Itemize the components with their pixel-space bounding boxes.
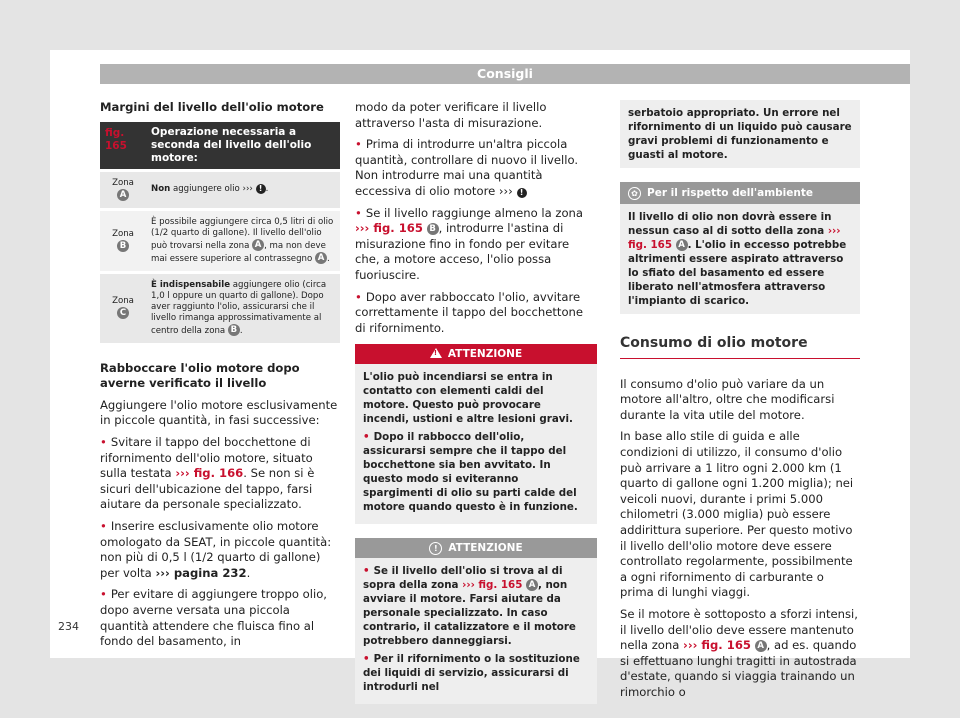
environment-box [620,182,860,314]
paragraph: Se il motore è sottoposto a sforzi intensi, il livello dell'olio deve essere mantenuto nella zona ››› fig. 165 A , ad es. quando si effettuano lunghi tragitti in autostrada d'estate, quando si viaggia trainando un rimorchio o [620,606,858,699]
fig-link[interactable]: ››› fig. 165 [628,225,841,251]
label-b-icon: B [228,324,240,336]
list-item: • Se il livello raggiunge almeno la zona ››› fig. 165 B , introdurre l'astina di misurazione fino in fondo per evitare che, a motore acceso, l'olio possa fuoriuscire. [355,206,597,284]
label-a-icon: A [252,239,264,251]
fig-link[interactable]: ››› fig. 165 [462,579,523,592]
info-icon: ! [256,184,266,194]
warning-continuation [620,100,860,168]
warning-icon [430,348,442,358]
label-b-icon: B [427,223,439,235]
info-circle-icon: ! [429,542,442,555]
zone-cell: Zona A [100,170,146,209]
table-fig-ref[interactable]: fig. 165 [100,122,146,171]
label-c-icon: C [117,307,129,319]
zone-cell: Zona C [100,272,146,343]
column-2 [355,100,597,718]
page-header: Consigli [100,64,910,84]
fig-link[interactable]: ››› fig. 165 [355,221,423,236]
label-a-icon: A [315,252,327,264]
intro-text: Aggiungere l'olio motore esclusivamente in piccole quantità, in fasi successive: [100,397,338,428]
table-row [100,209,340,272]
oil-level-table [100,122,340,343]
zone-cell: Zona B [100,209,146,272]
zone-description: È possibile aggiungere circa 0,5 litri di olio (1/2 quarto di gallone). Il livello dell'olio può trovarsi nella zona A , ma non deve mai essere superiore al contrassegno A . [146,209,340,272]
page-number: 234 [58,620,79,633]
warning-item: • Dopo il rabbocco dell'olio, assicurarsi sempre che il tappo del bocchettone sia ben avvitato. In questo modo si eviteranno spargimenti di olio su parti calde del motore quando questo è in funzione. [363,430,589,514]
fig-link[interactable]: ››› fig. 166 [175,466,244,481]
section-heading: Consumo di olio motore [620,336,860,359]
environment-header: ✿ Per il rispetto dell'ambiente [620,182,860,204]
warning-box [355,538,597,704]
column-1 [100,100,340,656]
table-row [100,170,340,209]
label-a-icon: A [676,239,688,251]
section-title: Rabboccare l'olio motore dopo averne verificato il livello [100,360,300,391]
paragraph: modo da poter verificare il livello attraverso l'asta di misurazione. [355,100,547,130]
environment-body: Il livello di olio non dovrà essere in nessun caso al di sotto della zona ››› fig. 165 A . L'olio in eccesso potrebbe altrimenti essere aspirato attraverso lo sfiato del basamento ed essere liberato nell'atmosfera attraverso l'impianto di scarico. [628,211,847,307]
info-icon: ! [517,188,527,198]
fig-link[interactable]: ››› fig. 165 [683,638,751,653]
list-item: • Svitare il tappo del bocchettone di rifornimento dell'olio motore, situato sulla testata ››› fig. 166. Se non si è sicuri dell'ubicazione del tappo, farsi aiutare da personale specializzato. [100,435,340,513]
zone-description: Non aggiungere olio ››› ! . [146,170,340,209]
warning-header: !ATTENZIONE [355,344,597,364]
warning-body [355,558,597,704]
label-a-icon: A [755,640,767,652]
paragraph: Il consumo d'olio può variare da un motore all'altro, oltre che modificarsi durante la vita utile del motore. [620,376,835,422]
zone-description: È indispensabile aggiungere olio (circa 1,0 l oppure un quarto di gallone). Dopo aver raggiunto l'olio, assicurarsi che il livello rimanga approssimativamente al centro della zona B . [146,272,340,343]
table-header-row [100,122,340,171]
table-row [100,272,340,343]
warning-text: L'olio può incendiarsi se entra in contatto con elementi caldi del motore. Questo può provocare incendi, ustioni e altre lesioni gravi. [363,371,573,426]
table-heading: Operazione necessaria a seconda del livello dell'olio motore: [146,122,340,171]
table-title: Margini del livello dell'olio motore [100,100,324,114]
flower-icon: ✿ [628,187,641,200]
warning-item: • Per il rifornimento o la sostituzione dei liquidi di servizio, assicurarsi di introdurli nel [363,652,589,694]
column-3 [620,100,860,706]
list-item: • Inserire esclusivamente olio motore omologato da SEAT, in piccole quantità: non più di 0,5 l (1/2 quarto di gallone) per volta ››› pagina 232. [100,519,340,581]
warning-box [355,344,597,524]
label-a-icon: A [526,579,538,591]
list-item: • Per evitare di aggiungere troppo olio, dopo averne versata una piccola quantità attendere che fluisca fino al fondo del basamento, in [100,587,340,649]
list-item: • Dopo aver rabboccato l'olio, avvitare correttamente il tappo del bocchettone di rifornimento. [355,290,597,337]
label-a-icon: A [117,189,129,201]
warning-header: ! ATTENZIONE [355,538,597,558]
warning-body: serbatoio appropriato. Un errore nel rifornimento di un liquido può causare gravi problemi di funzionamento e guasti al motore. [628,107,852,161]
page-link[interactable]: ››› pagina 232 [155,565,247,580]
list-item: • Prima di introdurre un'altra piccola quantità, controllare di nuovo il livello. Non introdurre mai una quantità eccessiva di olio motore ››› ! [355,137,597,199]
warning-item: • Se il livello dell'olio si trova al di sopra della zona ››› fig. 165 A , non avviare il motore. Farsi aiutare da personale specializzato. In caso contrario, il catalizzatore e il motore potrebbero danneggiarsi. [363,564,589,648]
paragraph: In base allo stile di guida e alle condizioni di utilizzo, il consumo d'olio può arrivare a 1 litro ogni 2.000 km (1 quarto di gallone ogni 1.200 miglia); nei veicoli nuovi, durante i primi 5.000 chilometri (3.000 miglia) può essere addirittura superiore. Per questo motivo il livello dell'olio motore deve essere controllato regolarmente, possibilmente a ogni rifornimento di carburante o prima di lunghi viaggi. [620,429,854,600]
page [50,50,910,699]
warning-body [355,364,597,524]
label-b-icon: B [117,240,129,252]
